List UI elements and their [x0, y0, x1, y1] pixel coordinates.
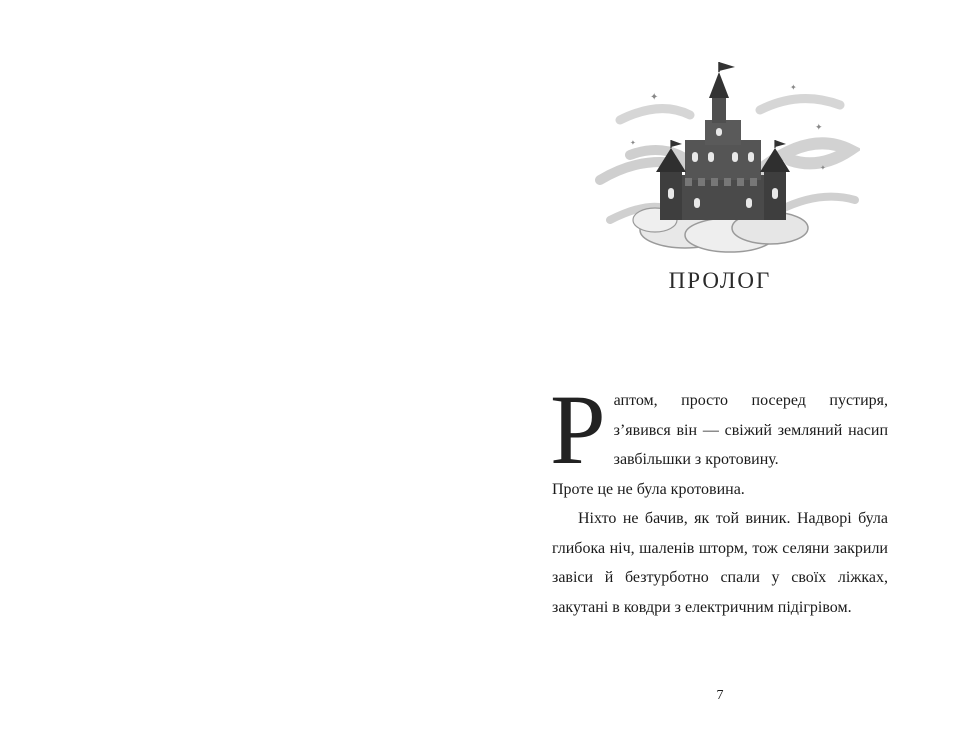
paragraph-3: Ніхто не бачив, як той виник. Надворі була глибока ніч, шаленів шторм, тож селяни закрили завіси й безтурботно спали у своїх ліжках, закутані в ковдри з електричним підігрівом.	[552, 510, 888, 616]
chapter-title: ПРОЛОГ	[668, 268, 772, 293]
castle-in-clouds-icon	[590, 60, 860, 260]
svg-text:✦: ✦	[790, 83, 797, 92]
drop-cap: Р	[550, 374, 606, 485]
page-number: 7	[716, 688, 724, 703]
svg-text:✦: ✦	[820, 164, 826, 172]
svg-text:✦: ✦	[650, 92, 659, 103]
paragraph-opening	[550, 374, 888, 485]
paragraph-2: Проте це не була кротовина.	[552, 480, 745, 498]
paragraph-1-text: аптом, просто посеред пустиря, з’явився він — свіжий земляний насип завбільшки з кротовину.	[613, 392, 888, 468]
chapter-body	[550, 374, 888, 622]
svg-text:✦: ✦	[630, 139, 636, 147]
svg-text:✦: ✦	[815, 122, 823, 132]
